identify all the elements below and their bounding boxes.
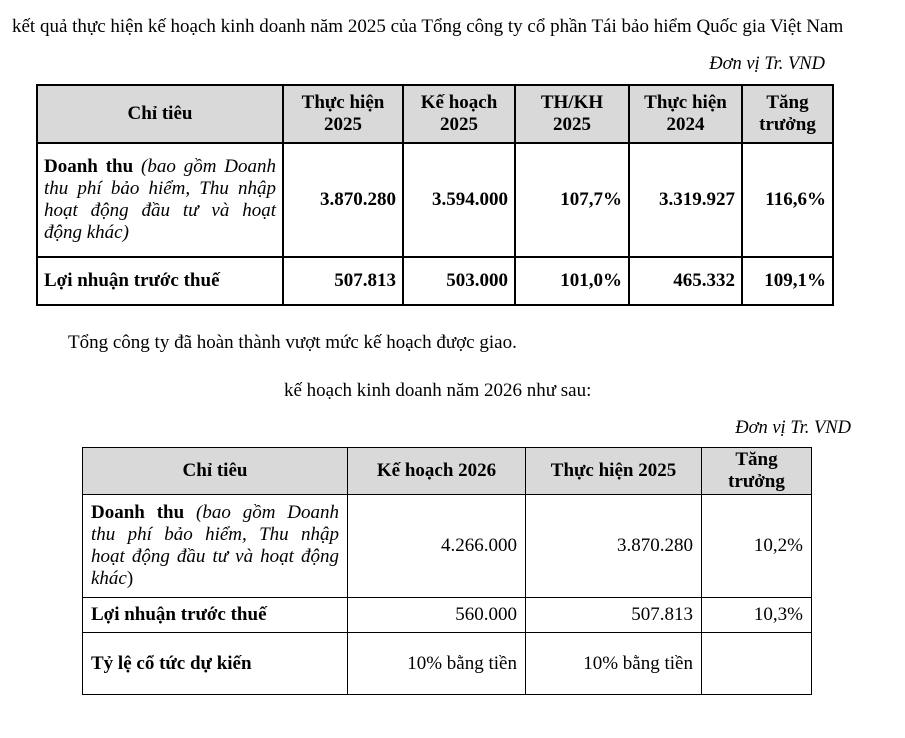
- cell-value: 3.594.000: [403, 143, 515, 257]
- cell-value: 465.332: [629, 257, 742, 305]
- row-label-profit: Lợi nhuận trước thuế: [83, 598, 348, 633]
- cell-value: 3.870.280: [283, 143, 403, 257]
- header-plan-2025: Kế hoạch 2025: [403, 85, 515, 143]
- results-2025-table: [36, 84, 834, 306]
- table-row: [83, 598, 812, 633]
- paragraph-plan-2026: kế hoạch kinh doanh năm 2026 như sau:: [284, 380, 592, 401]
- cell-value: 4.266.000: [348, 495, 526, 598]
- header-actual-2024: Thực hiện 2024: [629, 85, 742, 143]
- table-header-row: [37, 85, 833, 143]
- header-indicator: Chỉ tiêu: [37, 85, 283, 143]
- cell-value: 101,0%: [515, 257, 629, 305]
- row-label-profit: Lợi nhuận trước thuế: [37, 257, 283, 305]
- table-row: [83, 633, 812, 695]
- table-row: [37, 143, 833, 257]
- table-row: [37, 257, 833, 305]
- table-header-row: [83, 448, 812, 495]
- header-growth: Tăng trưởng: [742, 85, 833, 143]
- plan-2026-table: [82, 447, 812, 695]
- cell-value: 10,2%: [702, 495, 812, 598]
- header-indicator: Chỉ tiêu: [83, 448, 348, 495]
- cell-value: 3.319.927: [629, 143, 742, 257]
- header-plan-2026: Kế hoạch 2026: [348, 448, 526, 495]
- cell-value: 3.870.280: [526, 495, 702, 598]
- cell-value: [702, 633, 812, 695]
- row-label-revenue: Doanh thu (bao gồm Doanh thu phí bảo hiểm, Thu nhập hoạt động đầu tư và hoạt động khác): [83, 495, 348, 598]
- header-actual-2025: Thực hiện 2025: [283, 85, 403, 143]
- table-row: [83, 495, 812, 598]
- cell-value: 507.813: [283, 257, 403, 305]
- header-actual-vs-plan: TH/KH 2025: [515, 85, 629, 143]
- cell-value: 560.000: [348, 598, 526, 633]
- cell-value: 116,6%: [742, 143, 833, 257]
- row-label-dividend: Tỷ lệ cổ tức dự kiến: [83, 633, 348, 695]
- table2-unit-label: Đơn vị Tr. VND: [735, 418, 851, 438]
- cell-value: 10% bằng tiền: [526, 633, 702, 695]
- cell-value: 109,1%: [742, 257, 833, 305]
- table1-unit-label: Đơn vị Tr. VND: [709, 54, 825, 74]
- cell-value: 107,7%: [515, 143, 629, 257]
- header-growth: Tăng trưởng: [702, 448, 812, 495]
- cell-value: 10% bằng tiền: [348, 633, 526, 695]
- cell-value: 10,3%: [702, 598, 812, 633]
- paragraph-completion: Tổng công ty đã hoàn thành vượt mức kế hoạch được giao.: [68, 332, 517, 353]
- row-label-revenue: Doanh thu (bao gồm Doanh thu phí bảo hiểm, Thu nhập hoạt động đầu tư và hoạt động khác): [37, 143, 283, 257]
- document-heading: kết quả thực hiện kế hoạch kinh doanh năm 2025 của Tổng công ty cổ phần Tái bảo hiểm Quốc gia Việt Nam: [12, 16, 844, 37]
- cell-value: 507.813: [526, 598, 702, 633]
- header-actual-2025: Thực hiện 2025: [526, 448, 702, 495]
- cell-value: 503.000: [403, 257, 515, 305]
